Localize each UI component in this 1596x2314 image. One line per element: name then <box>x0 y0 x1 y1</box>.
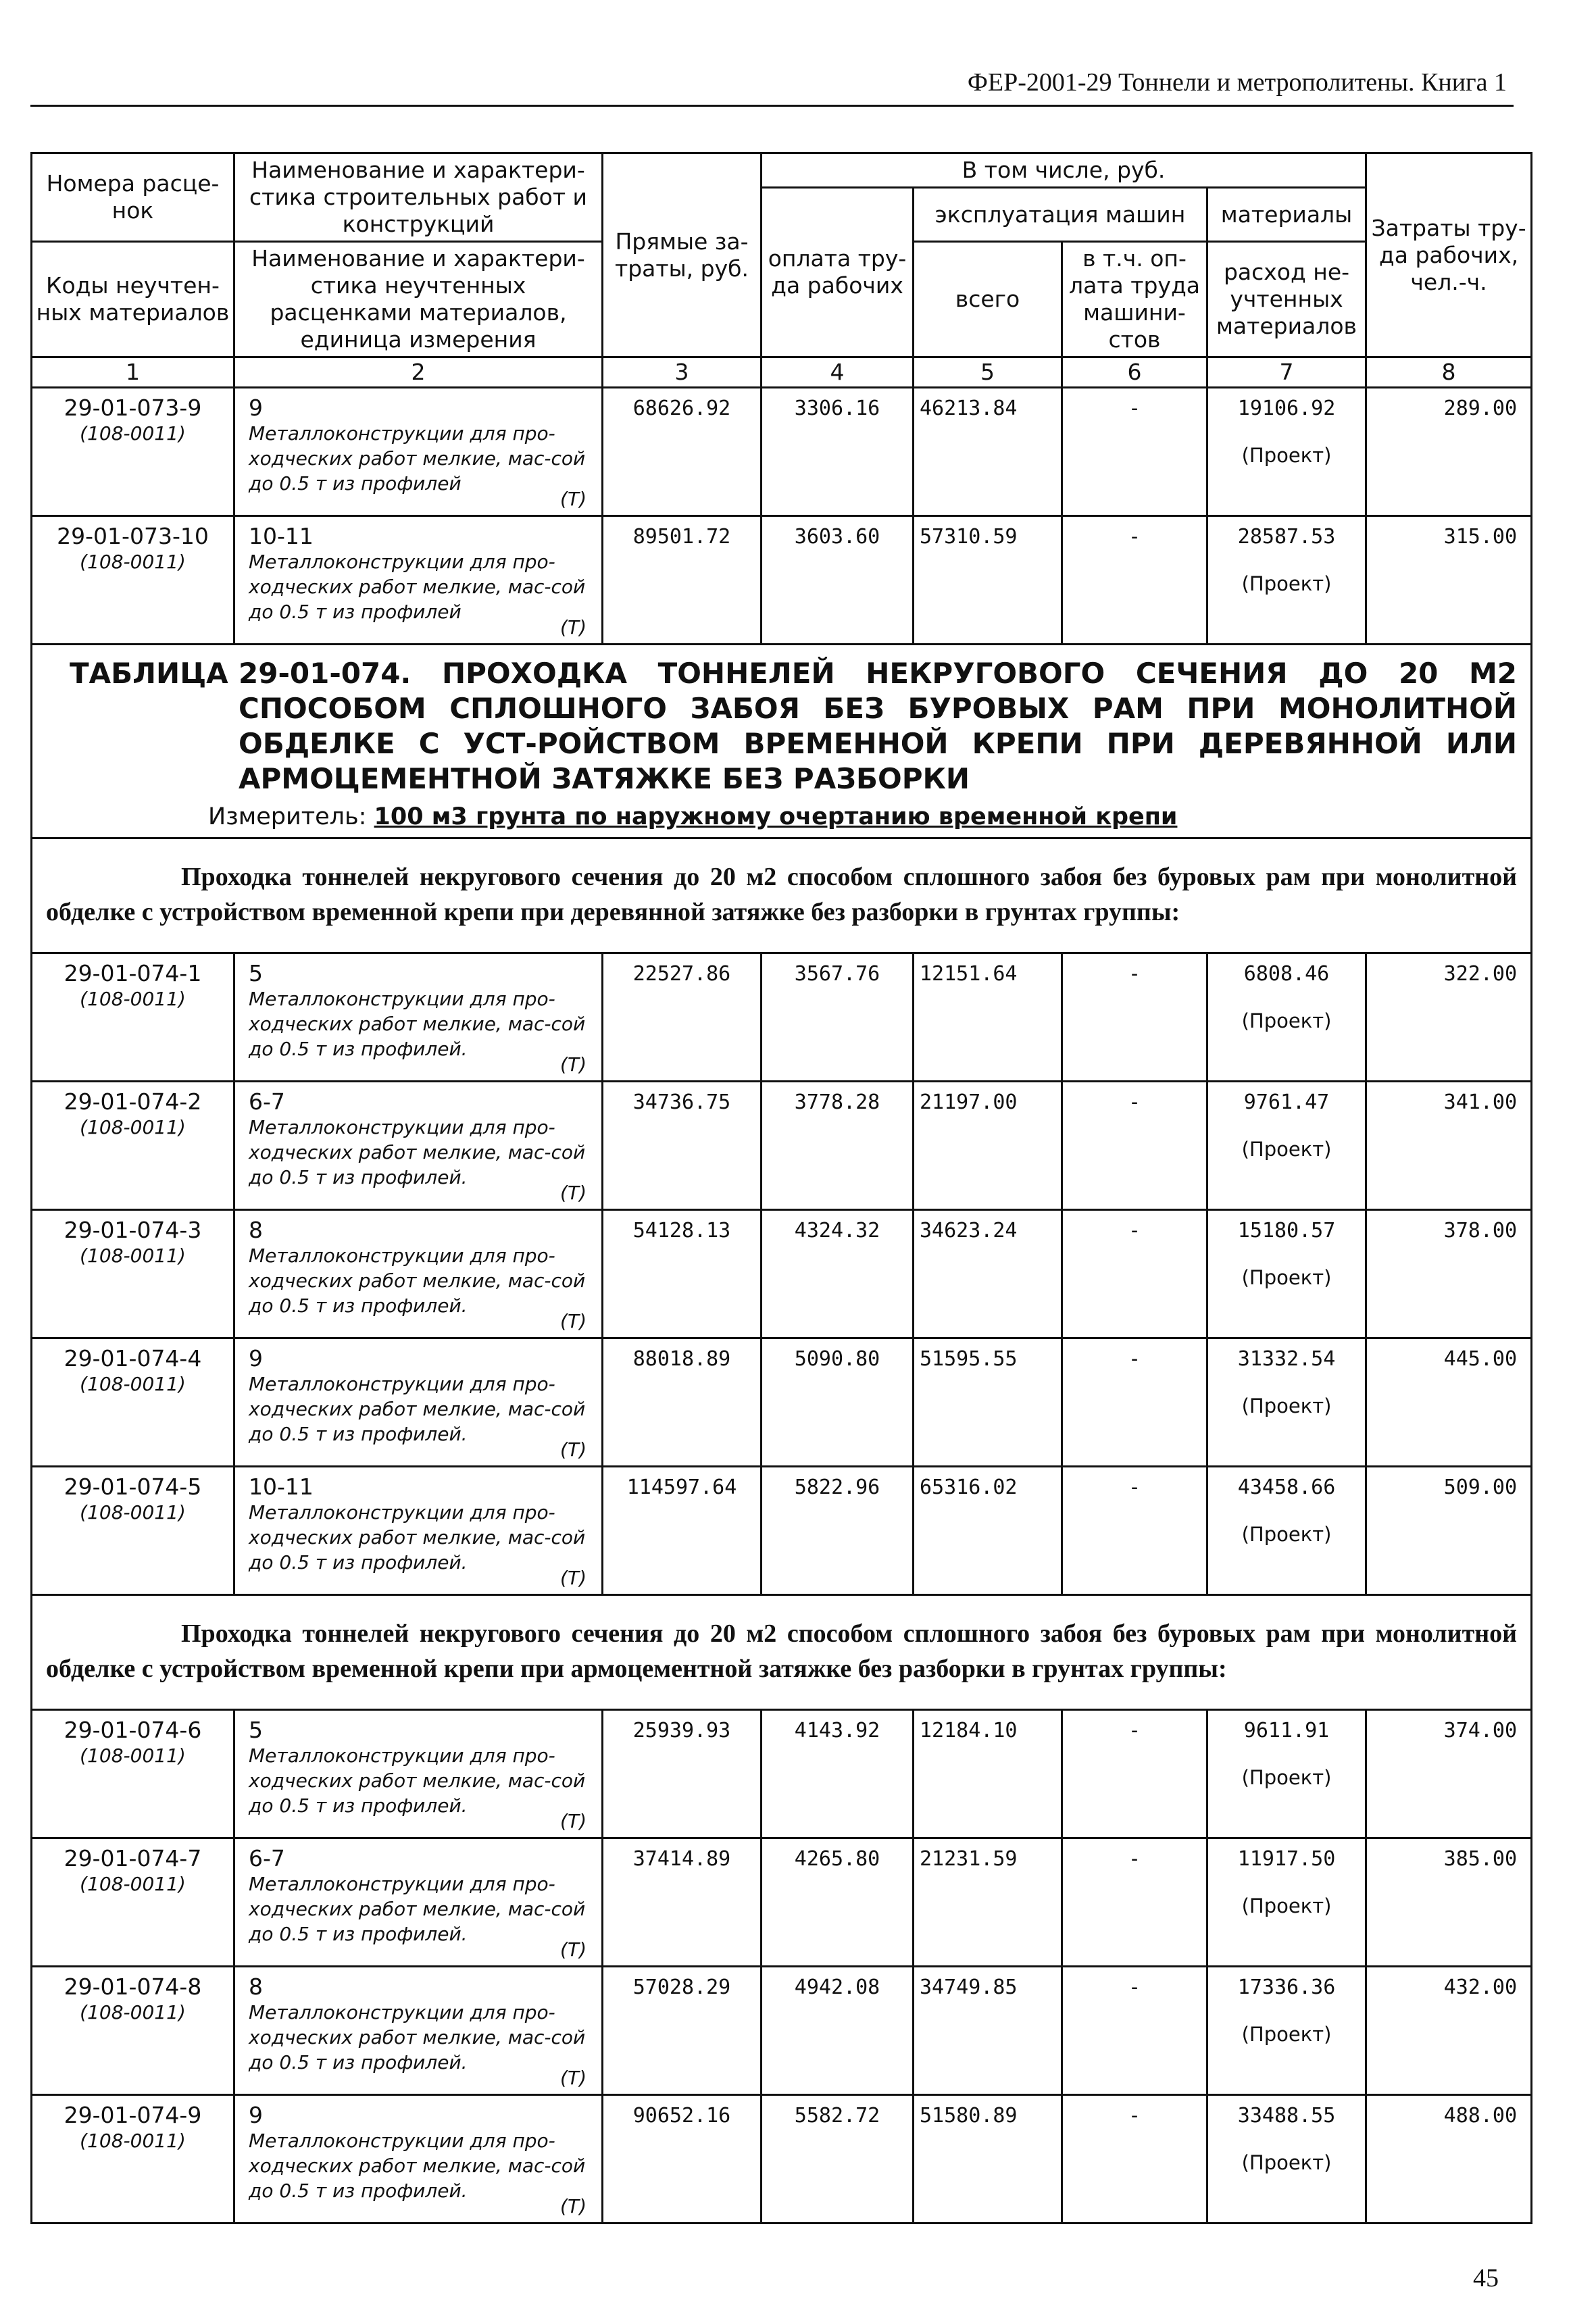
material-expense: 11917.50 <box>1237 1847 1336 1871</box>
worker-wages: 5582.72 <box>762 2095 914 2223</box>
machinist-wages: - <box>1062 1967 1207 2095</box>
rate-name-cell <box>234 1210 603 1338</box>
material-project-note: (Проект) <box>1241 2151 1332 2174</box>
meter-label: Измеритель: <box>208 803 367 830</box>
machines-total: 51595.55 <box>914 1338 1062 1467</box>
col-num: 7 <box>1207 357 1366 388</box>
labor-costs: 341.00 <box>1366 1082 1532 1210</box>
soil-group: 5 <box>249 1717 263 1743</box>
table-row <box>32 2095 1532 2223</box>
col-direct-header: Прямые за-траты, руб. <box>603 153 762 357</box>
group-header-row <box>32 838 1532 953</box>
table-row <box>32 1967 1532 2095</box>
direct-costs: 54128.13 <box>603 1210 762 1338</box>
rate-name-cell <box>234 1838 603 1967</box>
table-row <box>32 1710 1532 1838</box>
material-project-note: (Проект) <box>1241 1523 1332 1546</box>
material-project-note: (Проект) <box>1241 1009 1332 1032</box>
material-description: Металлоконструкции для про-ходческих работ мелкие, мас-сой до 0.5 т из профилей. <box>249 1501 586 1574</box>
worker-wages: 3603.60 <box>762 516 914 645</box>
col-num: 6 <box>1062 357 1207 388</box>
rate-code: 29-01-074-5 <box>64 1474 202 1500</box>
material-expense-cell <box>1207 1710 1366 1838</box>
rate-code-cell <box>32 1467 234 1595</box>
labor-costs: 315.00 <box>1366 516 1532 645</box>
material-expense: 19106.92 <box>1237 397 1336 420</box>
machinist-wages: - <box>1062 1838 1207 1967</box>
col-code-header: Номера расце-нок <box>32 153 234 242</box>
direct-costs: 68626.92 <box>603 388 762 516</box>
machinist-wages: - <box>1062 1710 1207 1838</box>
material-expense: 43458.66 <box>1237 1476 1336 1499</box>
material-unit: (Т) <box>560 1567 587 1589</box>
direct-costs: 22527.86 <box>603 953 762 1082</box>
worker-wages: 3567.76 <box>762 953 914 1082</box>
table-label: ТАБЛИЦА <box>70 657 228 690</box>
col-labor-header: Затраты тру-да рабочих, чел.-ч. <box>1366 153 1532 357</box>
material-expense-cell <box>1207 1467 1366 1595</box>
material-unit: (Т) <box>560 1310 587 1332</box>
direct-costs: 37414.89 <box>603 1838 762 1967</box>
material-code: (108-0011) <box>80 422 186 445</box>
col-num: 5 <box>914 357 1062 388</box>
soil-group: 8 <box>249 1973 263 2000</box>
material-project-note: (Проект) <box>1241 1138 1332 1161</box>
worker-wages: 4143.92 <box>762 1710 914 1838</box>
rate-code-cell <box>32 2095 234 2223</box>
col-including-header: В том числе, руб. <box>762 153 1366 188</box>
material-project-note: (Проект) <box>1241 1766 1332 1789</box>
labor-costs: 289.00 <box>1366 388 1532 516</box>
machinist-wages: - <box>1062 1338 1207 1467</box>
labor-costs: 322.00 <box>1366 953 1532 1082</box>
rate-code-cell <box>32 1838 234 1967</box>
material-unit: (Т) <box>560 616 587 638</box>
table-row <box>32 516 1532 645</box>
table-row <box>32 388 1532 516</box>
material-unit: (Т) <box>560 1810 587 1832</box>
material-description: Металлоконструкции для про-ходческих работ мелкие, мас-сой до 0.5 т из профилей. <box>249 1244 586 1317</box>
worker-wages: 4265.80 <box>762 1838 914 1967</box>
material-code: (108-0011) <box>80 1244 186 1267</box>
labor-costs: 385.00 <box>1366 1838 1532 1967</box>
material-expense-cell <box>1207 1338 1366 1467</box>
machinist-wages: - <box>1062 516 1207 645</box>
machinist-wages: - <box>1062 1210 1207 1338</box>
labor-costs: 378.00 <box>1366 1210 1532 1338</box>
rate-name-cell <box>234 953 603 1082</box>
rate-code-cell <box>32 1967 234 2095</box>
rate-code: 29-01-073-10 <box>57 523 209 549</box>
material-expense: 15180.57 <box>1237 1219 1336 1242</box>
table-row <box>32 1338 1532 1467</box>
col-num: 3 <box>603 357 762 388</box>
rate-name-cell <box>234 1967 603 2095</box>
material-description: Металлоконструкции для про-ходческих работ мелкие, мас-сой до 0.5 т из профилей. <box>249 988 586 1060</box>
machines-total: 51580.89 <box>914 2095 1062 2223</box>
rate-code: 29-01-074-1 <box>64 960 202 986</box>
col-materials-header: материалы <box>1207 188 1366 242</box>
group-header-row <box>32 1595 1532 1710</box>
machinist-wages: - <box>1062 388 1207 516</box>
material-project-note: (Проект) <box>1241 1894 1332 1917</box>
soil-group: 9 <box>249 1345 263 1372</box>
machines-total: 34623.24 <box>914 1210 1062 1338</box>
material-description: Металлоконструкции для про-ходческих работ мелкие, мас-сой до 0.5 т из профилей. <box>249 2130 586 2202</box>
rate-code: 29-01-074-8 <box>64 1973 202 2000</box>
direct-costs: 114597.64 <box>603 1467 762 1595</box>
soil-group: 8 <box>249 1217 263 1243</box>
soil-group: 6-7 <box>249 1845 285 1871</box>
material-unit: (Т) <box>560 2195 587 2217</box>
rate-code-cell <box>32 1338 234 1467</box>
rate-code: 29-01-074-3 <box>64 1217 202 1243</box>
rate-code-cell <box>32 516 234 645</box>
labor-costs: 509.00 <box>1366 1467 1532 1595</box>
direct-costs: 90652.16 <box>603 2095 762 2223</box>
rate-name-cell <box>234 1467 603 1595</box>
worker-wages: 3778.28 <box>762 1082 914 1210</box>
header-rule <box>30 105 1514 107</box>
material-expense: 28587.53 <box>1237 525 1336 549</box>
meter-value: 100 м3 грунта по наружному очертанию временной крепи <box>374 803 1178 830</box>
material-expense: 33488.55 <box>1237 2104 1336 2128</box>
material-expense-cell <box>1207 1967 1366 2095</box>
direct-costs: 88018.89 <box>603 1338 762 1467</box>
machinist-wages: - <box>1062 2095 1207 2223</box>
material-expense-cell <box>1207 1838 1366 1967</box>
table-row <box>32 1467 1532 1595</box>
material-expense-cell <box>1207 516 1366 645</box>
rate-name-cell <box>234 388 603 516</box>
material-description: Металлоконструкции для про-ходческих работ мелкие, мас-сой до 0.5 т из профилей <box>249 422 586 495</box>
material-code: (108-0011) <box>80 1873 186 1895</box>
material-project-note: (Проект) <box>1241 444 1332 467</box>
rate-name-cell <box>234 1082 603 1210</box>
rate-code: 29-01-074-4 <box>64 1345 202 1372</box>
table-row <box>32 1210 1532 1338</box>
rate-code-cell <box>32 1710 234 1838</box>
labor-costs: 445.00 <box>1366 1338 1532 1467</box>
col-mat-code-header: Коды неучтен-ных материалов <box>32 242 234 357</box>
col-mat-expense-header: расход не-учтенных материалов <box>1207 242 1366 357</box>
material-unit: (Т) <box>560 1438 587 1461</box>
rate-code-cell <box>32 1082 234 1210</box>
material-description: Металлоконструкции для про-ходческих работ мелкие, мас-сой до 0.5 т из профилей. <box>249 1873 586 1945</box>
material-code: (108-0011) <box>80 1744 186 1767</box>
col-machines-header: эксплуатация машин <box>914 188 1207 242</box>
col-num: 4 <box>762 357 914 388</box>
page-number: 45 <box>1473 2264 1499 2292</box>
rate-code: 29-01-074-2 <box>64 1088 202 1115</box>
material-project-note: (Проект) <box>1241 2023 1332 2046</box>
material-code: (108-0011) <box>80 551 186 573</box>
rate-code-cell <box>32 1210 234 1338</box>
col-num: 1 <box>32 357 234 388</box>
soil-group: 9 <box>249 2102 263 2128</box>
col-num: 2 <box>234 357 603 388</box>
direct-costs: 89501.72 <box>603 516 762 645</box>
rate-code-cell <box>32 953 234 1082</box>
table-row <box>32 1838 1532 1967</box>
worker-wages: 5090.80 <box>762 1338 914 1467</box>
soil-group: 10-11 <box>249 523 314 549</box>
col-name-header: Наименование и характери-стика строительных работ и конструкций <box>234 153 603 242</box>
material-unit: (Т) <box>560 1938 587 1961</box>
rate-code: 29-01-074-9 <box>64 2102 202 2128</box>
material-expense-cell <box>1207 1082 1366 1210</box>
col-mat-name-header: Наименование и характери-стика неучтенных расценками материалов, единица измерения <box>234 242 603 357</box>
machines-total: 12151.64 <box>914 953 1062 1082</box>
material-expense: 9761.47 <box>1243 1090 1330 1114</box>
machines-total: 57310.59 <box>914 516 1062 645</box>
rate-name-cell <box>234 1338 603 1467</box>
material-expense-cell <box>1207 388 1366 516</box>
material-project-note: (Проект) <box>1241 1394 1332 1417</box>
direct-costs: 34736.75 <box>603 1082 762 1210</box>
col-wages-header: оплата тру-да рабочих <box>762 188 914 357</box>
material-unit: (Т) <box>560 1182 587 1204</box>
material-code: (108-0011) <box>80 1501 186 1524</box>
material-project-note: (Проект) <box>1241 1266 1332 1289</box>
material-unit: (Т) <box>560 1053 587 1076</box>
soil-group: 6-7 <box>249 1088 285 1115</box>
table-row <box>32 1082 1532 1210</box>
worker-wages: 3306.16 <box>762 388 914 516</box>
material-description: Металлоконструкции для про-ходческих работ мелкие, мас-сой до 0.5 т из профилей <box>249 551 586 623</box>
meter <box>208 803 1517 830</box>
table-row <box>32 953 1532 1082</box>
material-unit: (Т) <box>560 2067 587 2089</box>
soil-group: 5 <box>249 960 263 986</box>
direct-costs: 57028.29 <box>603 1967 762 2095</box>
labor-costs: 432.00 <box>1366 1967 1532 2095</box>
table-title-cell <box>32 645 1532 838</box>
machines-total: 21231.59 <box>914 1838 1062 1967</box>
col-mach-wages-header: в т.ч. оп-лата труда машини-стов <box>1062 242 1207 357</box>
machines-total: 21197.00 <box>914 1082 1062 1210</box>
group-title: Проходка тоннелей некругового сечения до 20 м2 способом сплошного забоя без буровых рам при монолитной обделке с устройством временной крепи при армоцементной затяжке без разборки в грунтах группы: <box>32 1595 1532 1710</box>
material-description: Металлоконструкции для про-ходческих работ мелкие, мас-сой до 0.5 т из профилей. <box>249 1116 586 1188</box>
material-code: (108-0011) <box>80 2001 186 2023</box>
machinist-wages: - <box>1062 953 1207 1082</box>
machines-total: 65316.02 <box>914 1467 1062 1595</box>
material-unit: (Т) <box>560 488 587 510</box>
table-title: 29-01-074. ПРОХОДКА ТОННЕЛЕЙ НЕКРУГОВОГО СЕЧЕНИЯ ДО 20 М2 СПОСОБОМ СПЛОШНОГО ЗАБОЯ БЕЗ БУРОВЫХ РАМ ПРИ МОНОЛИТНОЙ ОБДЕЛКЕ С УСТ-РОЙСТВОМ ВРЕМЕННОЙ КРЕПИ ПРИ ДЕРЕВЯННОЙ ИЛИ АРМОЦЕМЕНТНОЙ ЗАТЯЖКЕ БЕЗ РАЗБОРКИ <box>239 657 1518 795</box>
soil-group: 9 <box>249 395 263 421</box>
machinist-wages: - <box>1062 1082 1207 1210</box>
direct-costs: 25939.93 <box>603 1710 762 1838</box>
material-code: (108-0011) <box>80 2130 186 2152</box>
labor-costs: 374.00 <box>1366 1710 1532 1838</box>
material-description: Металлоконструкции для про-ходческих работ мелкие, мас-сой до 0.5 т из профилей. <box>249 1744 586 1817</box>
labor-costs: 488.00 <box>1366 2095 1532 2223</box>
group-title: Проходка тоннелей некругового сечения до 20 м2 способом сплошного забоя без буровых рам при монолитной обделке с устройством временной крепи при деревянной затяжке без разборки в грунтах группы: <box>32 838 1532 953</box>
material-expense-cell <box>1207 953 1366 1082</box>
material-project-note: (Проект) <box>1241 572 1332 595</box>
col-mach-total-header: всего <box>914 242 1062 357</box>
material-expense: 31332.54 <box>1237 1347 1336 1371</box>
material-code: (108-0011) <box>80 1116 186 1138</box>
material-expense-cell <box>1207 1210 1366 1338</box>
rates-table <box>30 152 1532 2224</box>
worker-wages: 5822.96 <box>762 1467 914 1595</box>
rate-name-cell <box>234 516 603 645</box>
machines-total: 34749.85 <box>914 1967 1062 2095</box>
rate-name-cell <box>234 1710 603 1838</box>
material-description: Металлоконструкции для про-ходческих работ мелкие, мас-сой до 0.5 т из профилей. <box>249 2001 586 2073</box>
material-expense: 17336.36 <box>1237 1976 1336 1999</box>
worker-wages: 4324.32 <box>762 1210 914 1338</box>
material-code: (108-0011) <box>80 988 186 1010</box>
material-expense: 9611.91 <box>1243 1719 1330 1742</box>
machinist-wages: - <box>1062 1467 1207 1595</box>
machines-total: 12184.10 <box>914 1710 1062 1838</box>
material-code: (108-0011) <box>80 1373 186 1395</box>
rate-code-cell <box>32 388 234 516</box>
running-header: ФЕР-2001-29 Тоннели и метрополитены. Книга 1 <box>967 68 1507 97</box>
rate-code: 29-01-074-6 <box>64 1717 202 1743</box>
col-num: 8 <box>1366 357 1532 388</box>
rate-code: 29-01-074-7 <box>64 1845 202 1871</box>
table-title-row <box>32 645 1532 838</box>
machines-total: 46213.84 <box>914 388 1062 516</box>
material-expense-cell <box>1207 2095 1366 2223</box>
rate-code: 29-01-073-9 <box>64 395 202 421</box>
material-expense: 6808.46 <box>1243 962 1330 986</box>
worker-wages: 4942.08 <box>762 1967 914 2095</box>
soil-group: 10-11 <box>249 1474 314 1500</box>
rate-name-cell <box>234 2095 603 2223</box>
material-description: Металлоконструкции для про-ходческих работ мелкие, мас-сой до 0.5 т из профилей. <box>249 1373 586 1445</box>
